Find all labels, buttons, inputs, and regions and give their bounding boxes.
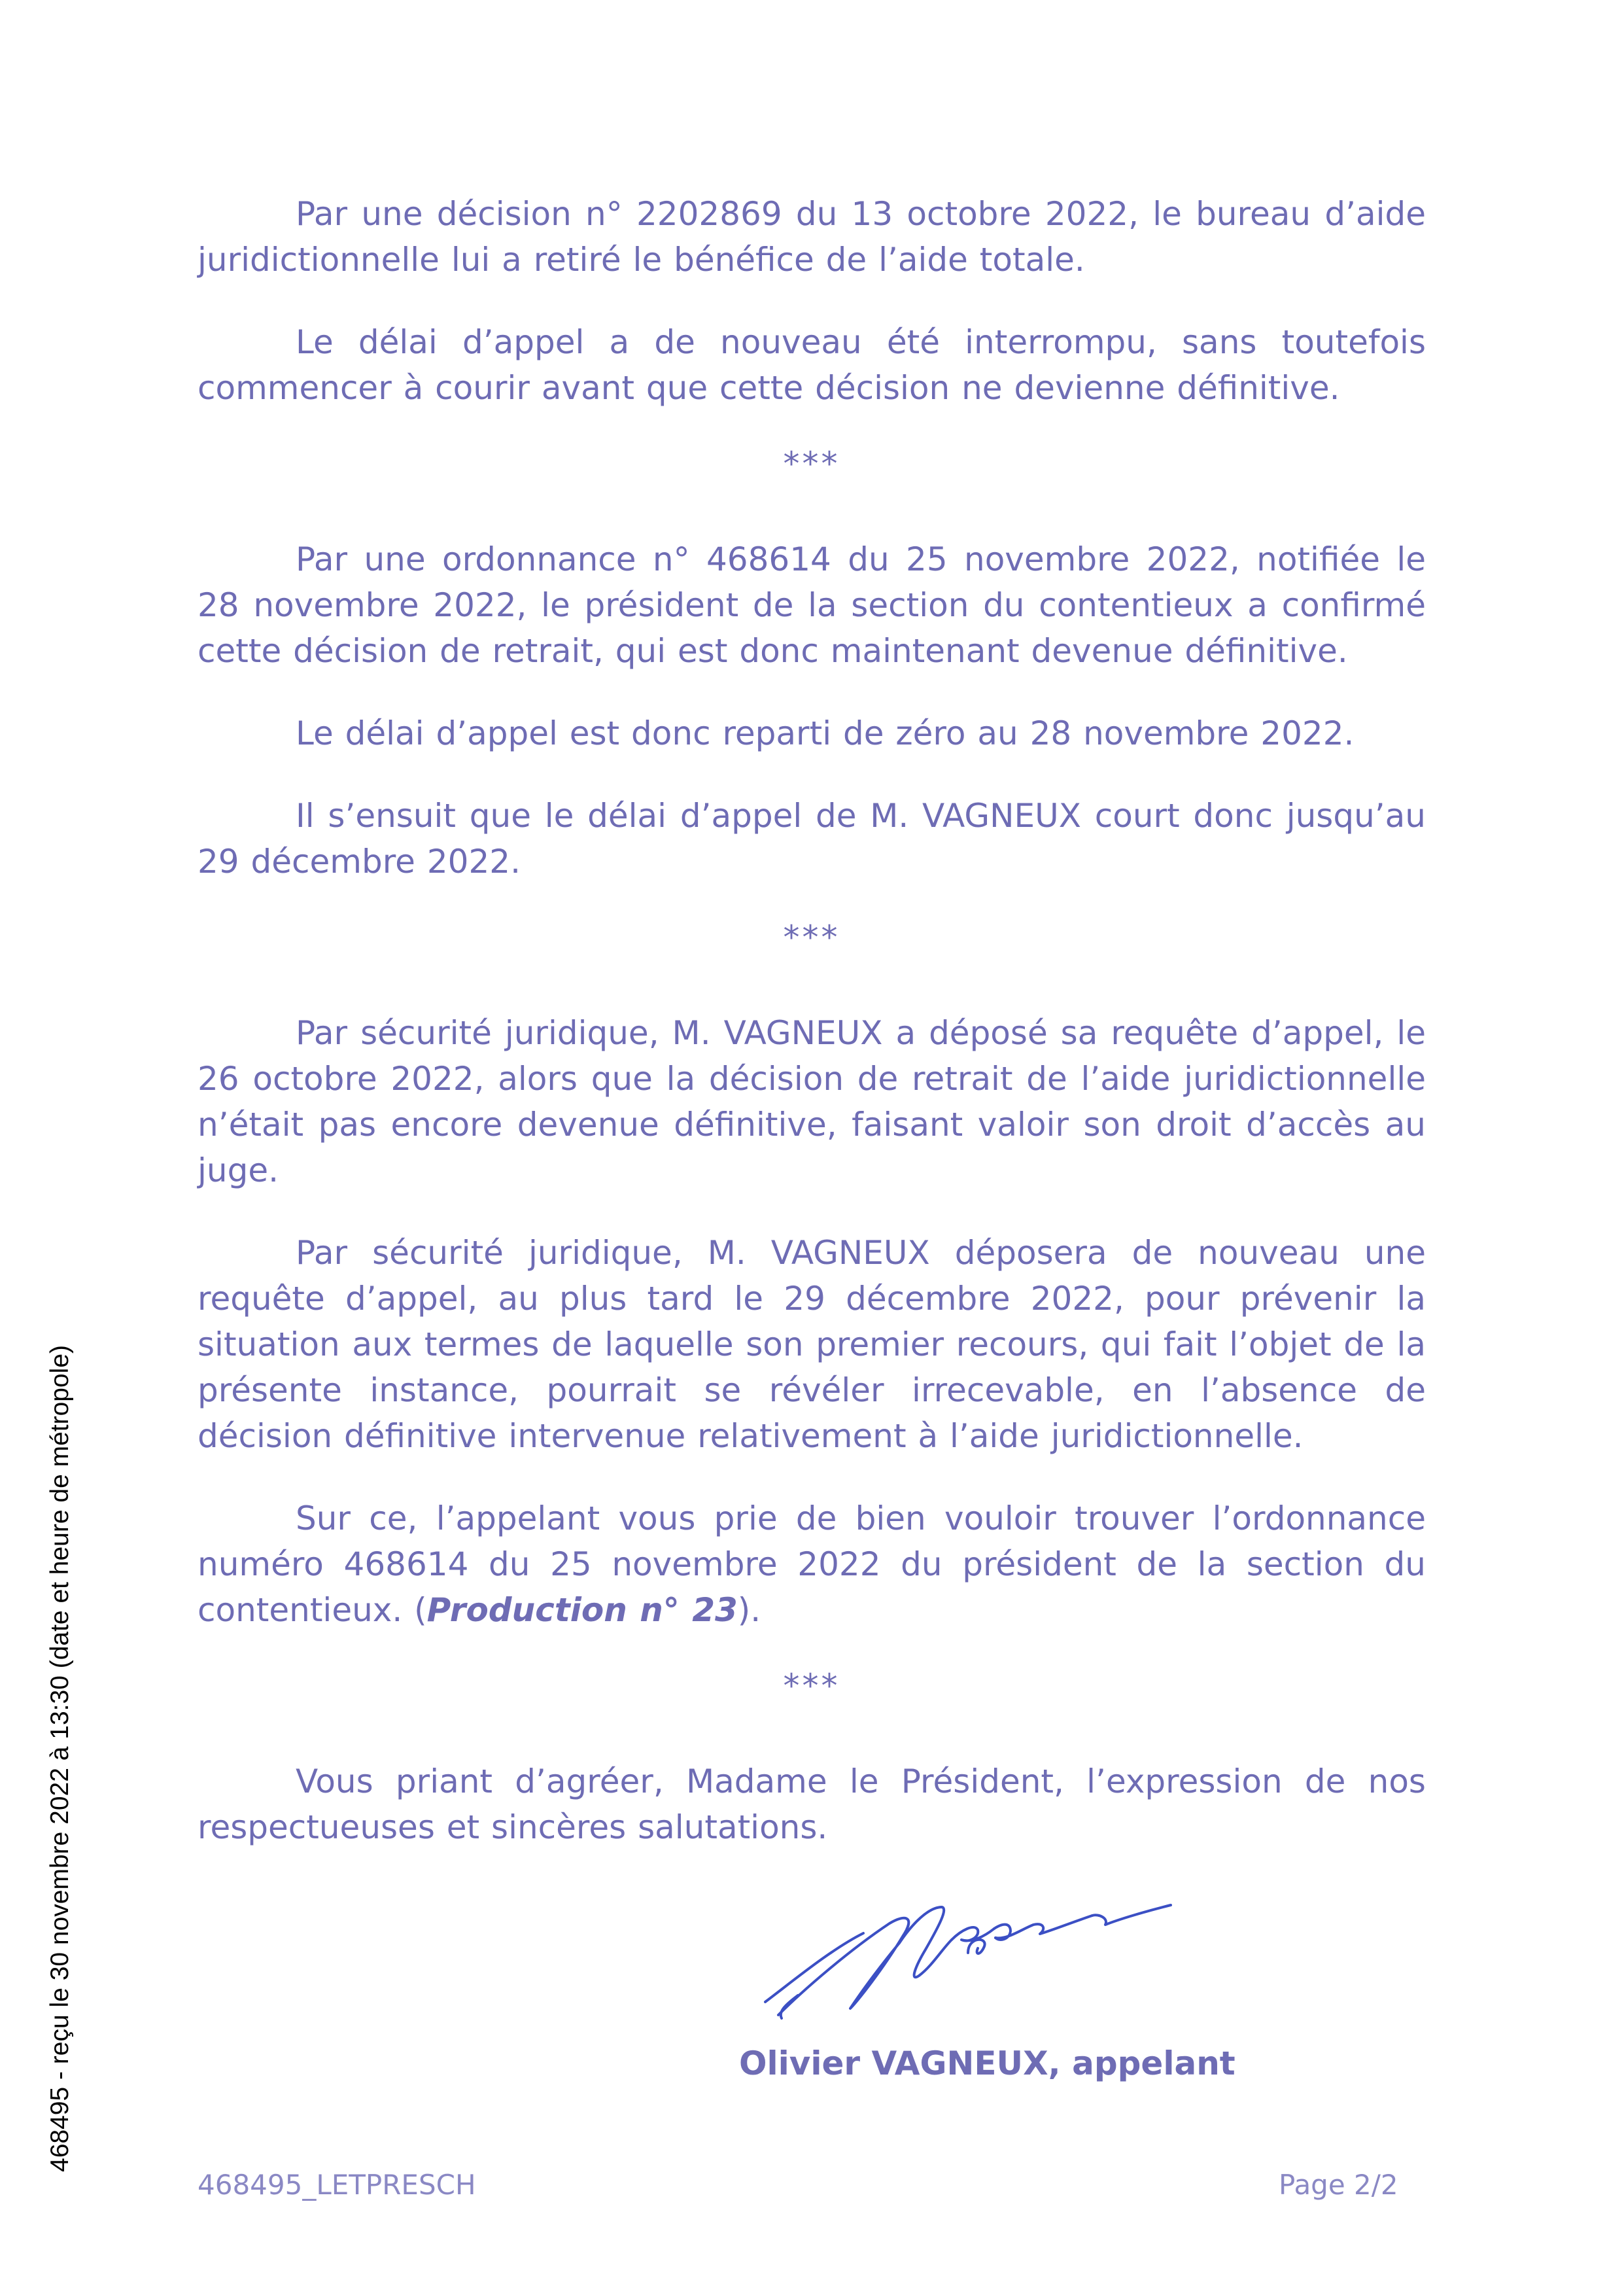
paragraph-delai-jusqua: Il s’ensuit que le délai d’appel de M. VAGNEUX court donc jusqu’au 29 décembre 2022. [198,797,1426,881]
production-reference: Production n° 23 [426,1591,738,1629]
section-separator: *** [783,919,840,956]
letter-body [198,191,1426,1850]
paragraph-decision: Par une décision n° 2202869 du 13 octobre 2022, le bureau d’aide juridictionnelle lui a retiré le bénéfice de l’aide totale. [198,195,1426,279]
production-text-after: ). [737,1591,761,1629]
signature-drawing [752,1878,1210,2028]
paragraph-requete-deposee: Par sécurité juridique, M. VAGNEUX a déposé sa requête d’appel, le 26 octobre 2022, alors que la décision de retrait de l’aide juridictionnelle n’était pas encore devenue définitive, faisant valoir son droit d’accès au juge. [198,1014,1426,1189]
production-text-before: Sur ce, l’appelant vous prie de bien vouloir trouver l’ordonnance numéro 468614 du 25 novembre 2022 du président de la section du contentieux. ( [198,1499,1426,1629]
paragraph-delai-reparti: Le délai d’appel est donc reparti de zéro au 28 novembre 2022. [296,714,1355,752]
paragraph-nouvelle-requete: Par sécurité juridique, M. VAGNEUX déposera de nouveau une requête d’appel, au plus tard le 29 décembre 2022, pour prévenir la situation aux termes de laquelle son premier recours, qui fait l’objet de la présente instance, pourrait se révéler irrecevable, en l’absence de décision définitive intervenue relativement à l’aide juridictionnelle. [198,1234,1426,1455]
signer-name: Olivier VAGNEUX, appelant [739,2044,1235,2082]
paragraph-production [198,1496,1426,1633]
paragraph-salutations: Vous priant d’agréer, Madame le Président, l’expression de nos respectueuses et sincères salutations. [198,1762,1426,1846]
footer-page-number: Page 2/2 [1279,2169,1398,2201]
section-separator: *** [783,1667,840,1705]
paragraph-ordonnance: Par une ordonnance n° 468614 du 25 novembre 2022, notifiée le 28 novembre 2022, le président de la section du contentieux a confirmé cette décision de retrait, qui est donc maintenant devenue définitive. [198,540,1426,670]
paragraph-delai-interrompu: Le délai d’appel a de nouveau été interrompu, sans toutefois commencer à courir avant que cette décision ne devienne définitive. [198,323,1426,407]
section-separator: *** [783,445,840,483]
footer-reference: 468495_LETPRESCH [198,2169,476,2201]
reception-stamp: 468495 - reçu le 30 novembre 2022 à 13:30 (date et heure de métropole) [46,1344,74,2172]
handwritten-signature [752,1878,1210,2028]
